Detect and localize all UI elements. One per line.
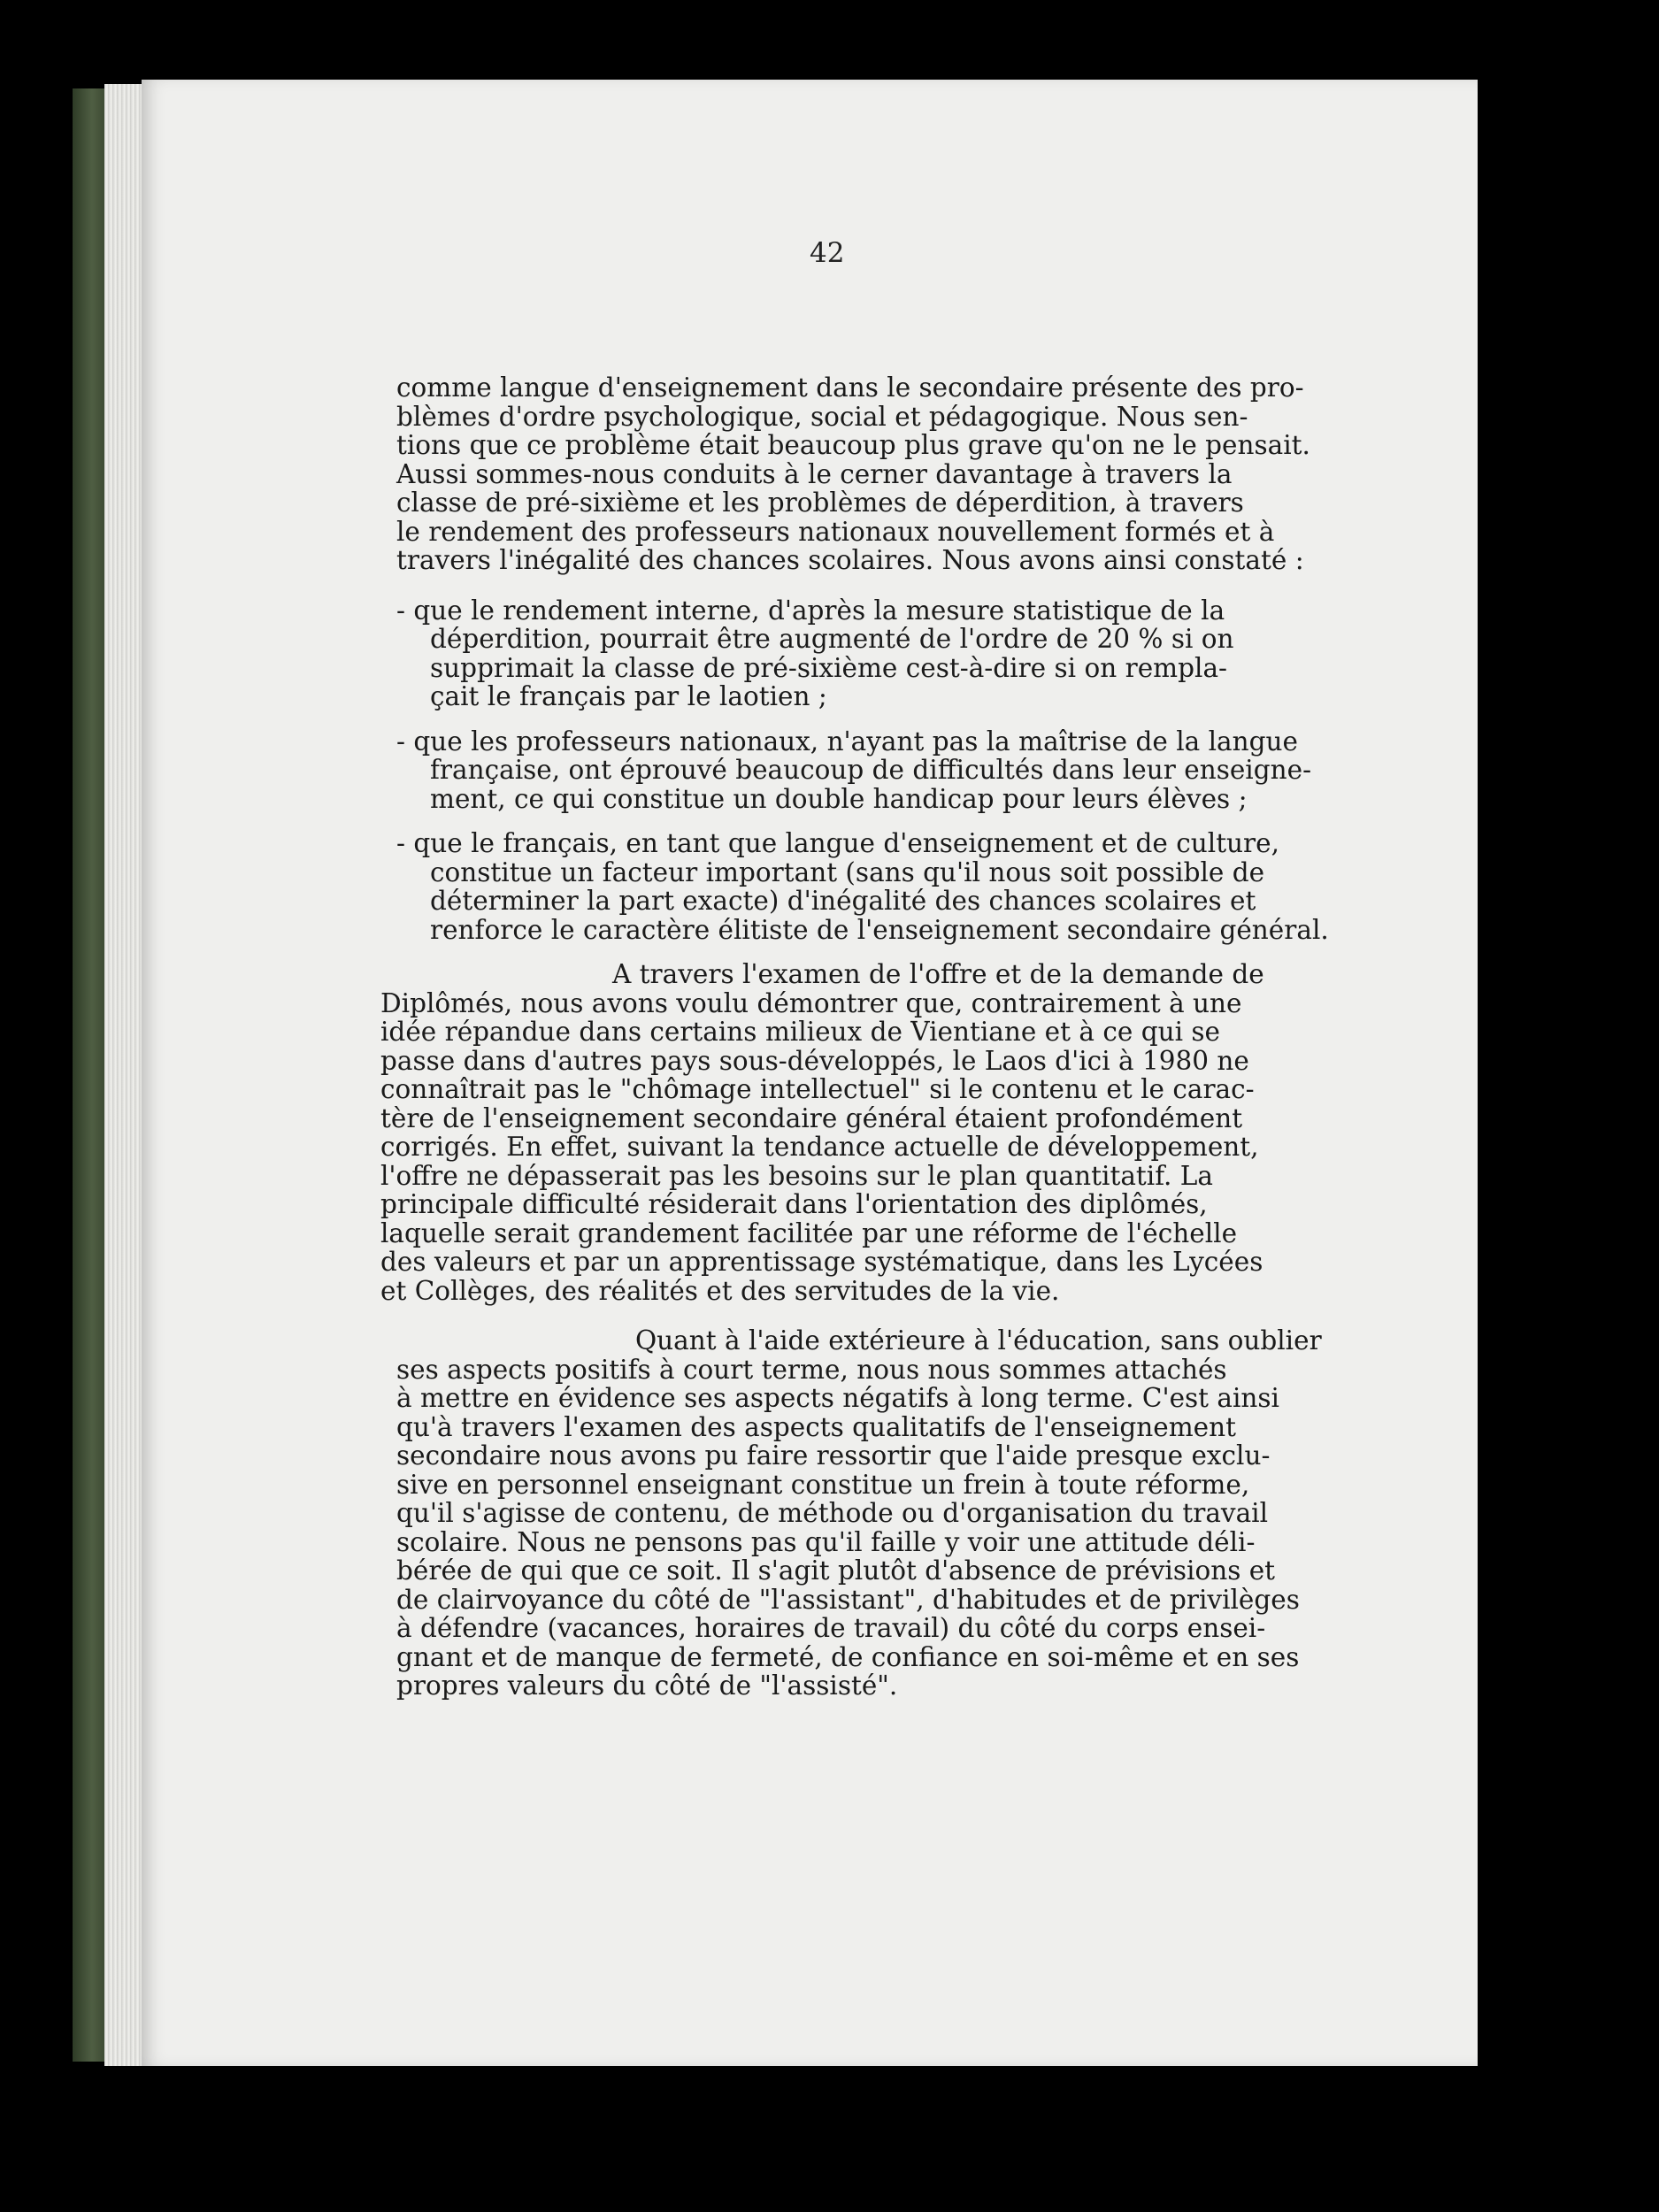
text-line: Quant à l'aide extérieure à l'éducation, sans oublier: [635, 1325, 1322, 1356]
body-text: [380, 373, 1414, 1701]
text-line: secondaire nous avons pu faire ressortir que l'aide presque exclu-: [396, 1440, 1271, 1471]
bullet-item-2: [396, 727, 1414, 814]
text-line: tions que ce problème était beaucoup plus grave qu'on ne le pensait.: [396, 430, 1310, 460]
text-line: - que les professeurs nationaux, n'ayant pas la maîtrise de la langue: [396, 726, 1298, 757]
text-line: déterminer la part exacte) d'inégalité des chances scolaires et: [430, 886, 1256, 916]
page-edges: [104, 84, 147, 2066]
bullet-item-3: [396, 829, 1414, 944]
text-line: comme langue d'enseignement dans le secondaire présente des pro-: [396, 373, 1304, 403]
text-line: Diplômés, nous avons voulu démontrer que, contrairement à une: [380, 987, 1242, 1018]
text-line: corrigés. En effet, suivant la tendance actuelle de développement,: [380, 1132, 1259, 1162]
text-line: ses aspects positifs à court terme, nous nous sommes attachés: [396, 1354, 1227, 1385]
text-line: de clairvoyance du côté de "l'assistant", d'habitudes et de privilèges: [396, 1584, 1300, 1615]
text-line: principale difficulté résiderait dans l'orientation des diplômés,: [380, 1189, 1208, 1219]
text-line: qu'il s'agisse de contenu, de méthode ou d'organisation du travail: [396, 1498, 1269, 1528]
text-line: renforce le caractère élitiste de l'enseignement secondaire général.: [430, 914, 1329, 945]
text-line: française, ont éprouvé beaucoup de difficultés dans leur enseigne-: [430, 755, 1312, 785]
paragraph-2: [380, 960, 1414, 1305]
text-line: bérée de qui que ce soit. Il s'agit plutôt d'absence de prévisions et: [396, 1555, 1276, 1586]
text-line: l'offre ne dépasserait pas les besoins sur le plan quantitatif. La: [380, 1160, 1213, 1191]
text-line: scolaire. Nous ne pensons pas qu'il faille y voir une attitude déli-: [396, 1526, 1256, 1557]
text-line: sive en personnel enseignant constitue un frein à toute réforme,: [396, 1469, 1250, 1500]
text-line: idée répandue dans certains milieux de Vientiane et à ce qui se: [380, 1017, 1220, 1047]
text-line: Aussi sommes-nous conduits à le cerner davantage à travers la: [396, 458, 1233, 489]
text-line: à défendre (vacances, horaires de travail) du côté du corps ensei-: [396, 1613, 1266, 1643]
text-line: tère de l'enseignement secondaire général étaient profondément: [380, 1102, 1243, 1133]
text-line: - que le rendement interne, d'après la mesure statistique de la: [396, 595, 1225, 626]
text-line: connaîtrait pas le "chômage intellectuel" si le contenu et le carac-: [380, 1074, 1255, 1104]
text-line: à mettre en évidence ses aspects négatifs à long terme. C'est ainsi: [396, 1383, 1279, 1413]
text-line: travers l'inégalité des chances scolaires. Nous avons ainsi constaté :: [396, 545, 1304, 575]
text-line: classe de pré-sixième et les problèmes de déperdition, à travers: [396, 488, 1244, 518]
text-line: qu'à travers l'examen des aspects qualitatifs de l'enseignement: [396, 1411, 1236, 1442]
bullet-item-1: [396, 596, 1414, 711]
text-line: ment, ce qui constitue un double handicap pour leurs élèves ;: [430, 783, 1248, 814]
text-line: et Collèges, des réalités et des servitudes de la vie.: [380, 1275, 1060, 1306]
text-line: passe dans d'autres pays sous-développés, le Laos d'ici à 1980 ne: [380, 1045, 1249, 1076]
text-line: çait le français par le laotien ;: [430, 681, 827, 711]
text-line: propres valeurs du côté de "l'assisté".: [396, 1671, 898, 1701]
page-number: 42: [810, 237, 845, 269]
text-line: constitue un facteur important (sans qu'il nous soit possible de: [430, 856, 1265, 887]
text-line: gnant et de manque de fermeté, de confiance en soi-même et en ses: [396, 1641, 1300, 1672]
book-spine: [73, 88, 108, 2062]
text-line: blèmes d'ordre psychologique, social et pédagogique. Nous sen-: [396, 401, 1248, 432]
text-line: des valeurs et par un apprentissage systématique, dans les Lycées: [380, 1247, 1263, 1277]
paragraph-3: [396, 1326, 1414, 1701]
text-line: supprimait la classe de pré-sixième cest-à-dire si on rempla-: [430, 652, 1228, 683]
text-line: déperdition, pourrait être augmenté de l'ordre de 20 % si on: [430, 624, 1234, 654]
text-line: le rendement des professeurs nationaux nouvellement formés et à: [396, 516, 1275, 547]
text-line: - que le français, en tant que langue d'enseignement et de culture,: [396, 828, 1279, 858]
text-line: laquelle serait grandement facilitée par une réforme de l'échelle: [380, 1217, 1238, 1248]
paragraph-1: [396, 373, 1414, 575]
text-line: A travers l'examen de l'offre et de la demande de: [612, 959, 1264, 989]
